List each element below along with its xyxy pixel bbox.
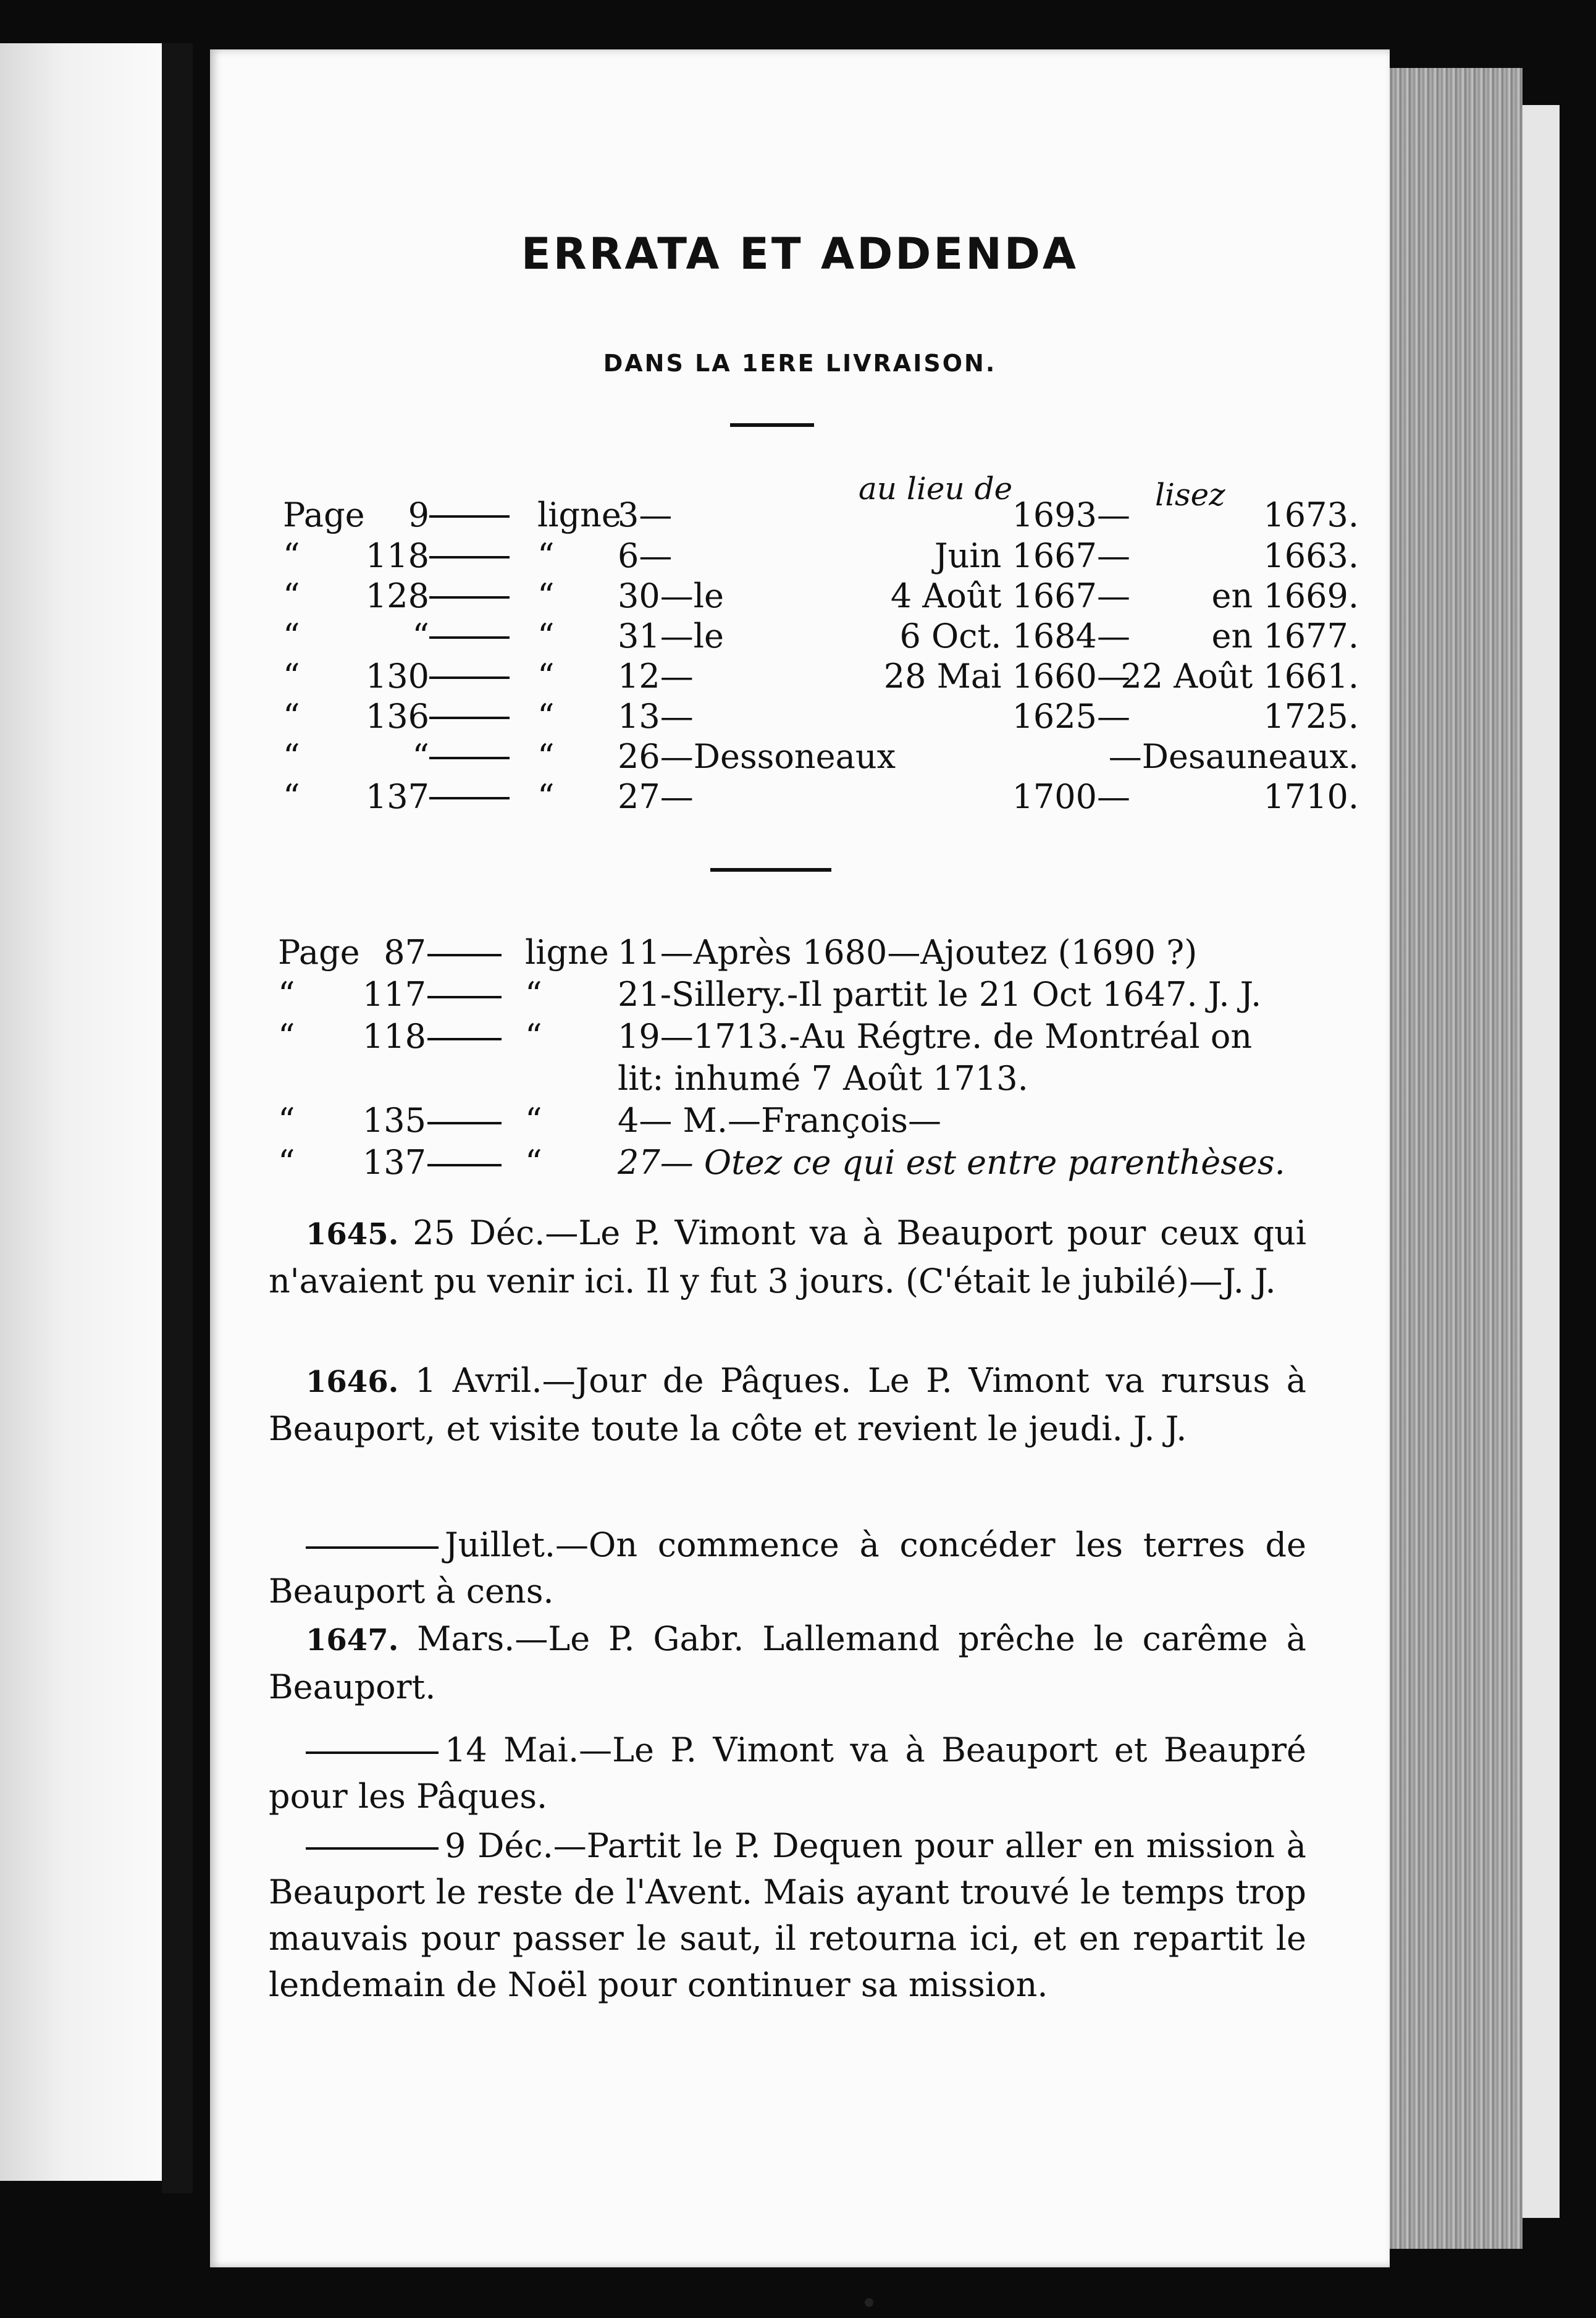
line-label: “	[525, 975, 542, 1014]
line-number: 30—le	[618, 576, 724, 615]
chronicle-entry	[269, 1210, 1306, 1304]
addenda-text: 4— M.—François—	[618, 1101, 941, 1140]
book-page	[210, 49, 1390, 2267]
line-label: “	[525, 1017, 542, 1056]
original-text: 1700—	[1012, 777, 1130, 816]
divider-rule	[730, 423, 814, 427]
chronicle-entry	[269, 1357, 1306, 1452]
page-number: 135	[362, 1101, 426, 1140]
line-label: “	[537, 536, 555, 575]
leader-dash	[427, 1038, 502, 1040]
errata-row	[210, 576, 1390, 617]
entry-text: 1 Avril.—Jour de Pâques. Le P. Vimont va rursus à Beauport, et visite toute la côte et revient le jeudi. J. J.	[269, 1361, 1306, 1448]
entry-year: 1646.	[306, 1365, 399, 1399]
addenda-row	[210, 1017, 1390, 1060]
page-subtitle: DANS LA 1ERE LIVRAISON.	[603, 350, 997, 377]
addenda-row	[210, 1059, 1390, 1102]
line-number: 27—	[618, 777, 694, 816]
page-number: 118	[362, 1017, 426, 1056]
page-number: 118	[365, 536, 429, 575]
leader-dash	[427, 1164, 502, 1166]
line-label: “	[537, 737, 555, 776]
line-label: ligne	[537, 495, 621, 534]
original-text: 1693—	[1012, 495, 1130, 534]
divider-rule	[710, 868, 831, 872]
entry-text: 25 Déc.—Le P. Vimont va à Beauport pour ceux qui n'avaient pu venir ici. Il y fut 3 jours. (C'était le jubilé)—J. J.	[269, 1213, 1307, 1300]
page-number: 9	[408, 495, 429, 534]
entry-text: 9 Déc.—Partit le P. Dequen pour aller en mission à Beauport le reste de l'Avent. Mais ayant trouvé le temps trop mauvais pour passer le saut, il retourna ici, et en repartit le lendemain de Noël pour continuer sa mission.	[269, 1826, 1306, 2004]
leader-dash	[429, 636, 510, 639]
corrected-text: 1725.	[1263, 697, 1359, 736]
leader-dash	[427, 954, 502, 956]
leader-dash	[427, 1122, 502, 1124]
line-number: 31—le	[618, 617, 724, 655]
page-number: 117	[362, 975, 426, 1014]
header-au-lieu-de: au lieu de	[859, 471, 1013, 507]
page-label: “	[278, 975, 295, 1014]
original-text: 1625—	[1012, 697, 1130, 736]
page-label: “	[283, 777, 300, 816]
errata-row	[210, 697, 1390, 738]
corrected-text: en 1677.	[1211, 617, 1359, 655]
addenda-text: 19—1713.-Au Régtre. de Montréal on	[618, 1017, 1253, 1056]
addenda-text: lit: inhumé 7 Août 1713.	[618, 1059, 1028, 1098]
page-label: “	[283, 697, 300, 736]
entry-year: 1647.	[306, 1623, 399, 1658]
line-label: “	[525, 1143, 542, 1182]
page-number: 87	[384, 933, 426, 972]
page-number: 136	[365, 697, 429, 736]
errata-row	[210, 777, 1390, 818]
line-number: 26—Dessoneaux	[618, 737, 896, 776]
line-label: “	[525, 1101, 542, 1140]
page-title: ERRATA ET ADDENDA	[521, 229, 1079, 279]
page-label: “	[283, 657, 300, 696]
addenda-text: 27— Otez ce qui est entre parenthèses.	[618, 1143, 1285, 1182]
page-label: “	[283, 536, 300, 575]
line-number: 12—	[618, 657, 694, 696]
corrected-text: en 1669.	[1211, 576, 1359, 615]
page-number: 130	[365, 657, 429, 696]
line-number: 6—	[618, 536, 673, 575]
addenda-row	[210, 1101, 1390, 1144]
entry-text: 14 Mai.—Le P. Vimont va à Beauport et Beaupré pour les Pâques.	[269, 1730, 1306, 1816]
leader-dash	[429, 676, 510, 679]
errata-row	[210, 617, 1390, 657]
addenda-row	[210, 1143, 1390, 1186]
addenda-text: 21-Sillery.-Il partit le 21 Oct 1647. J. J.	[618, 975, 1262, 1014]
errata-row	[210, 495, 1390, 536]
line-label: “	[537, 576, 555, 615]
original-text: Juin 1667—	[934, 536, 1130, 575]
addenda-row	[210, 933, 1390, 976]
line-label: “	[537, 657, 555, 696]
page-number: 137	[362, 1143, 426, 1182]
chronicle-entry	[269, 1727, 1306, 1819]
leader-dash	[427, 996, 502, 998]
corrected-text: 1710.	[1263, 777, 1359, 816]
header-lisez: lisez	[1155, 477, 1225, 513]
original-text: 6 Oct. 1684—	[899, 617, 1130, 655]
page-label: “	[278, 1017, 295, 1056]
line-label: “	[537, 697, 555, 736]
leader-dash	[429, 757, 510, 759]
line-label: “	[537, 777, 555, 816]
entry-text: Juillet.—On commence à concéder les terres de Beauport à cens.	[269, 1525, 1306, 1611]
chronicle-entry	[269, 1823, 1306, 2008]
entry-year: 1645.	[306, 1217, 399, 1252]
page-stack-edge	[1387, 68, 1522, 2249]
page-label: “	[278, 1143, 295, 1182]
line-label: ligne	[525, 933, 609, 972]
page-label: “	[283, 576, 300, 615]
ink-mark	[865, 2298, 873, 2307]
page-label: Page	[278, 933, 360, 972]
page-label: “	[283, 737, 300, 776]
errata-row	[210, 657, 1390, 698]
page-stack-edge-outer	[1522, 105, 1560, 2218]
corrected-text: —Desauneaux.	[1108, 737, 1359, 776]
book-gutter	[162, 43, 193, 2193]
leader-dash	[429, 515, 510, 518]
errata-row	[210, 536, 1390, 577]
chronicle-entry	[269, 1522, 1306, 1614]
leader-dash	[429, 596, 510, 599]
line-label: “	[537, 617, 555, 655]
leader-dash	[429, 717, 510, 719]
corrected-text: 22 Août 1661.	[1120, 657, 1359, 696]
leader-dash	[429, 556, 510, 558]
corrected-text: 1673.	[1263, 495, 1359, 534]
ditto-dash	[306, 1847, 439, 1850]
page-number: “	[412, 617, 429, 655]
original-text: 4 Août 1667—	[890, 576, 1130, 615]
chronicle-entry	[269, 1616, 1306, 1710]
page-number: 128	[365, 576, 429, 615]
leader-dash	[429, 797, 510, 799]
ditto-dash	[306, 1546, 439, 1549]
line-number: 13—	[618, 697, 694, 736]
page-number: 137	[365, 777, 429, 816]
line-number: 3—	[618, 495, 673, 534]
original-text: 28 Mai 1660—	[883, 657, 1130, 696]
page-label: “	[283, 617, 300, 655]
ditto-dash	[306, 1751, 439, 1754]
addenda-row	[210, 975, 1390, 1018]
page-number: “	[412, 737, 429, 776]
corrected-text: 1663.	[1263, 536, 1359, 575]
entry-text: Mars.—Le P. Gabr. Lallemand prêche le carême à Beauport.	[269, 1619, 1306, 1706]
facing-page	[0, 43, 162, 2181]
page-label: “	[278, 1101, 295, 1140]
errata-row	[210, 737, 1390, 778]
addenda-text: 11—Après 1680—Ajoutez (1690 ?)	[618, 933, 1198, 972]
page-label: Page	[283, 495, 365, 534]
